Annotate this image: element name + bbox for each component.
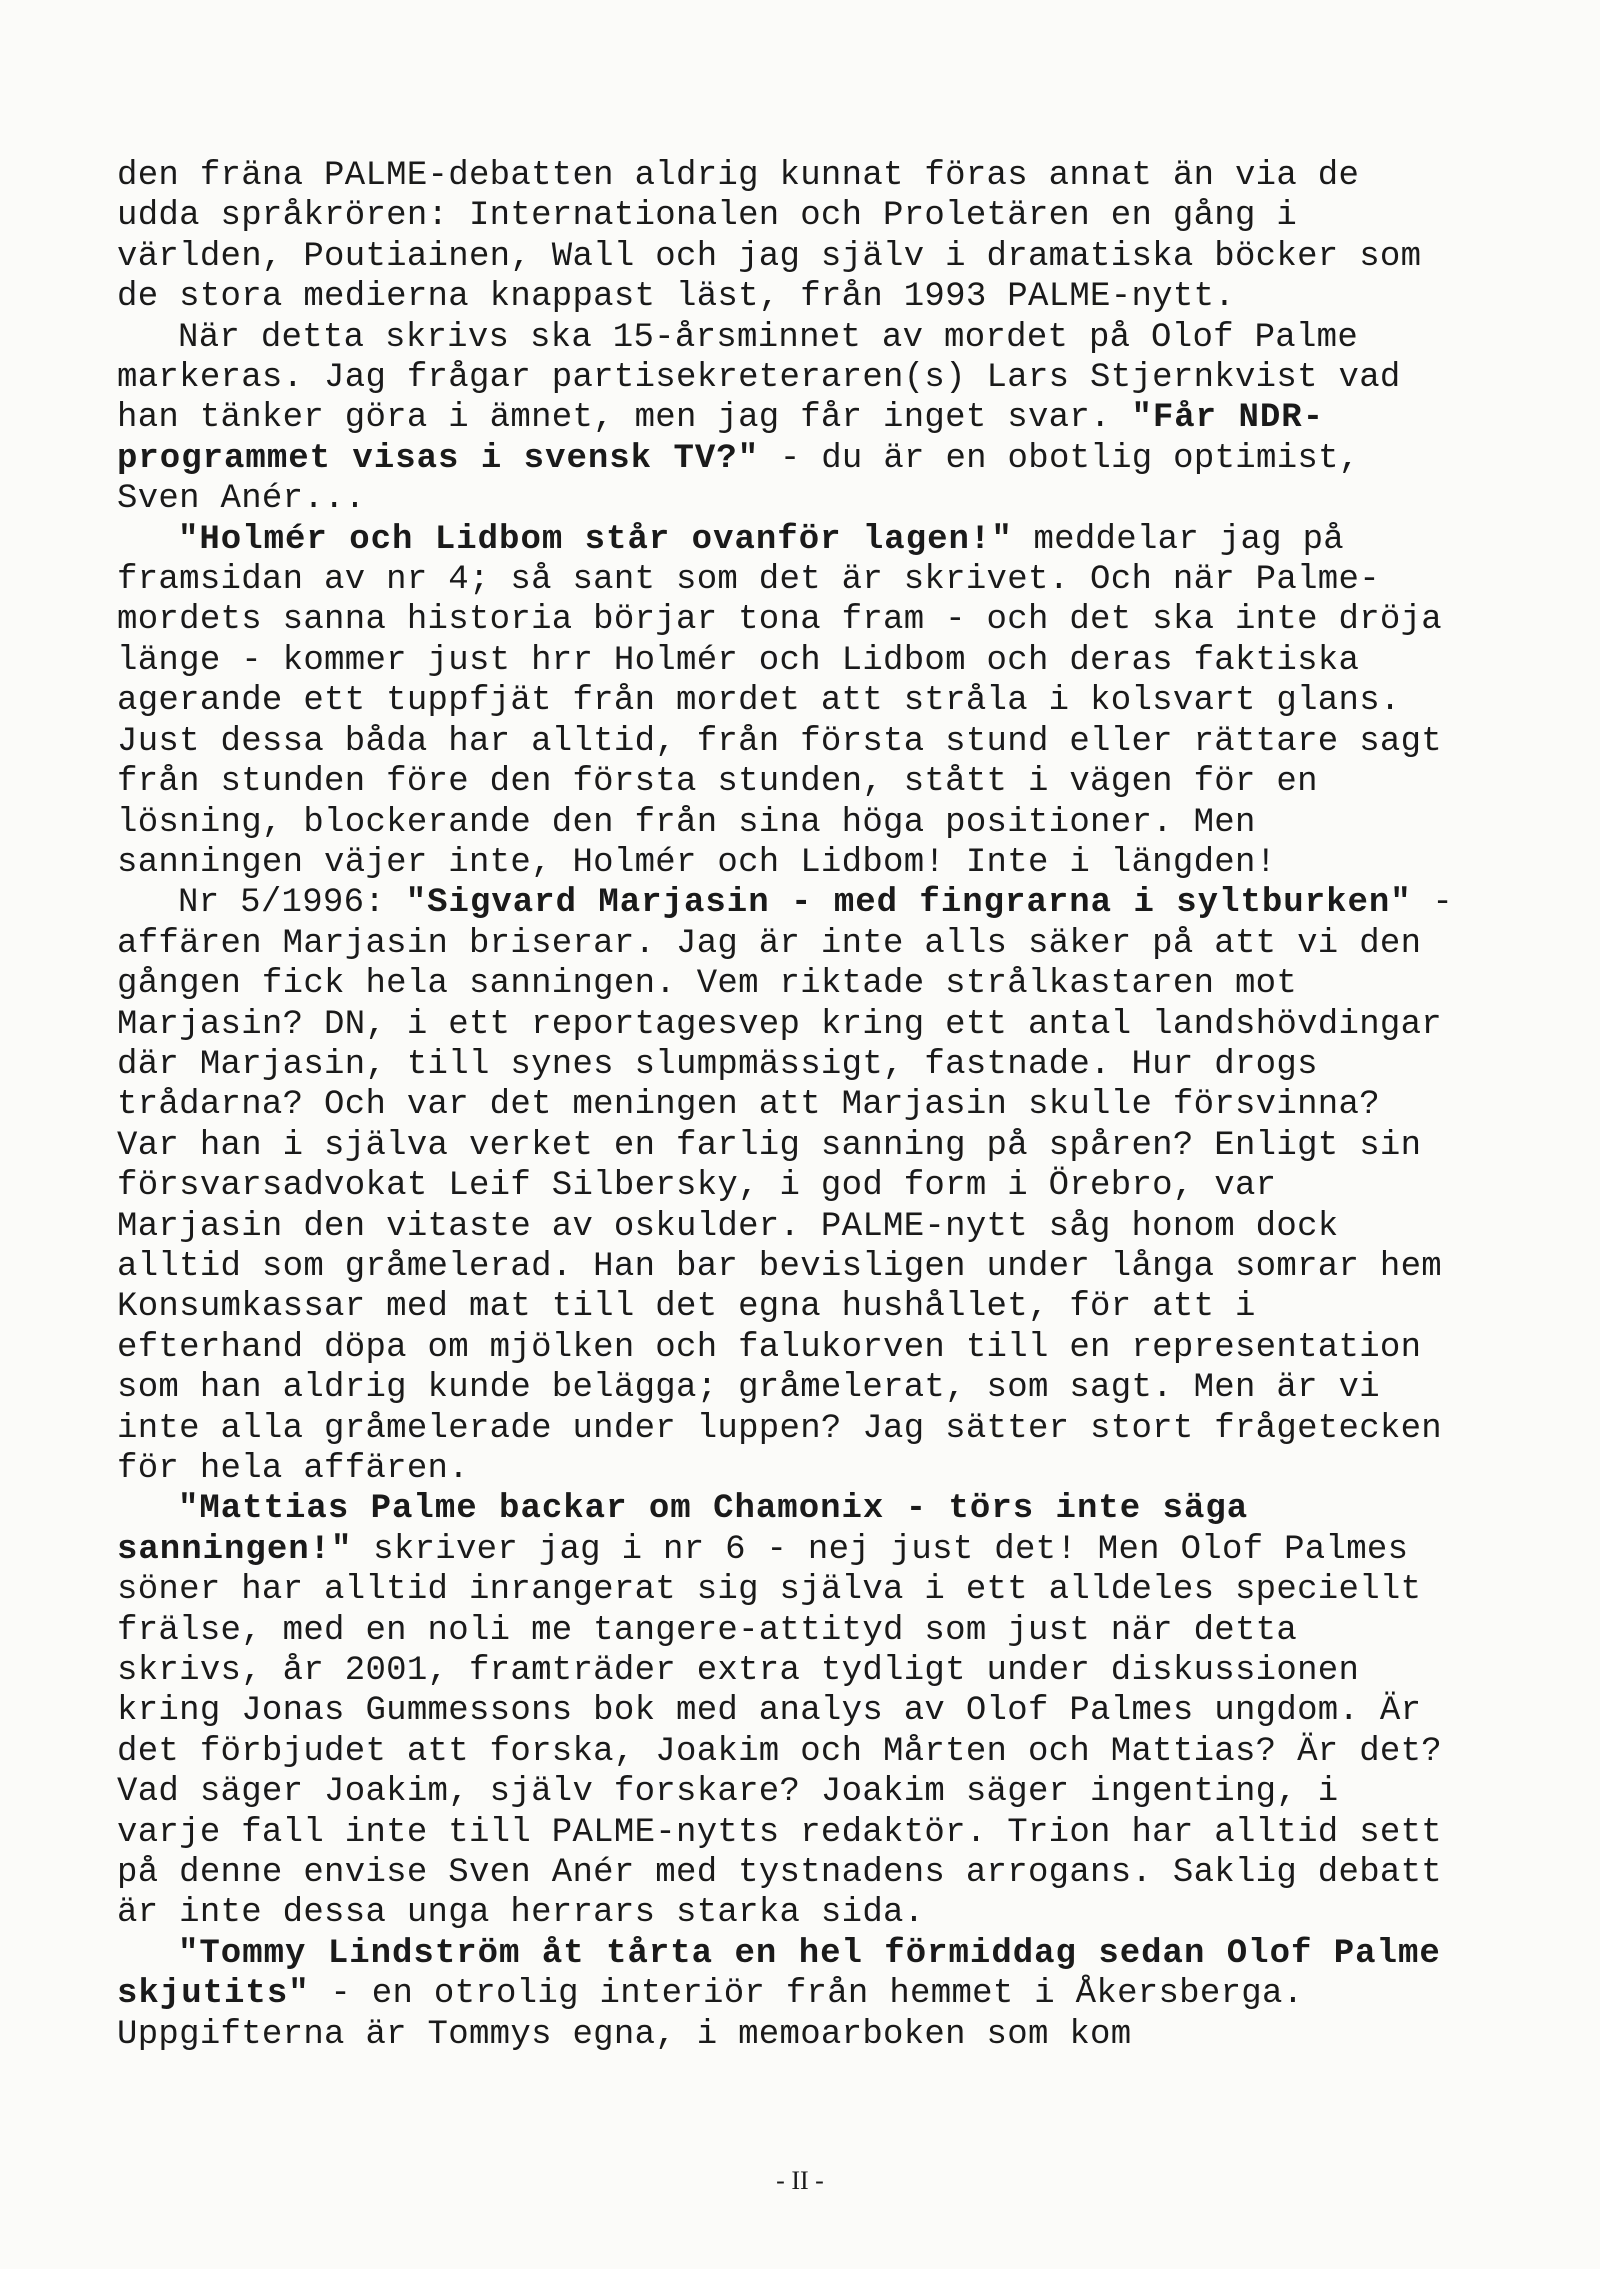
text-run: meddelar jag på framsidan av nr 4; så sant som det är skrivet. Och när Palme-mordets sanna historia börjar tona fram - och det ska inte dröja länge - kommer just hrr Holmér och Lidbom och deras faktiska agerande ett tuppfjät från mordet att stråla i kolsvart glans. Just dessa båda har alltid, från första stund eller rättare sagt från stunden före den första stunden, stått i vägen för en lösning, blockerande den från sina höga positioner. Men sanningen väjer inte, Holmér och Lidbom! Inte i längden! — [117, 520, 1443, 882]
bold-quote: "Tommy Lindström åt tårta en hel förmiddag sedan Olof Palme skjutits" — [117, 1934, 1441, 2014]
text-run: - du är en obotlig optimist, Sven Anér... — [117, 439, 1360, 519]
page-number: - II - — [776, 2166, 824, 2195]
bold-quote: "Får NDR-programmet visas i svensk TV?" — [117, 399, 1325, 478]
paragraph — [117, 318, 1462, 520]
article-body — [117, 156, 1462, 2055]
bold-quote: "Holmér och Lidbom står ovanför lagen!" — [178, 520, 1013, 559]
text-run: - en otrolig interiör från hemmet i Åkersberga. Uppgifterna är Tommys egna, i memoarboken som kom — [117, 1975, 1304, 2054]
text-run: När detta skrivs ska 15-årsminnet av mordet på Olof Palme markeras. Jag frågar partisekreteraren(s) Lars Stjernkvist vad han tänker göra i ämnet, men jag får inget svar. — [117, 318, 1401, 438]
paragraph — [117, 1934, 1462, 2055]
bold-quote: "Sigvard Marjasin - med fingrarna i syltburken" — [405, 884, 1412, 923]
bold-quote: "Mattias Palme backar om Chamonix - törs inte säga sanningen!" — [117, 1490, 1249, 1569]
paragraph — [117, 883, 1462, 1489]
text-run: Nr 5/1996: — [178, 884, 406, 923]
text-run: den fräna PALME-debatten aldrig kunnat föras annat än via de udda språkrören: Internationalen och Proletären en gång i världen, Poutiainen, Wall och jag själv i dramatiska böcker som de stora medierna knappast läst, från 1993 PALME-nytt. — [117, 157, 1422, 317]
paragraph — [117, 520, 1462, 884]
text-run: skriver jag i nr 6 - nej just det! Men Olof Palmes söner har alltid inrangerat sig själva i ett alldeles speciellt frälse, med en noli me tangere-attityd som just när detta skrivs, år 2001, framträder extra tydligt under diskussionen kring Jonas Gummessons bok med analys av Olof Palmes ungdom. Är det förbjudet att forska, Joakim och Mårten och Mattias? Är det? Vad säger Joakim, själv forskare? Joakim säger ingenting, i varje fall inte till PALME-nytts redaktör. Trion har alltid sett på denne envise Sven Anér med tystnadens arrogans. Saklig debatt är inte dessa unga herrars starka sida. — [117, 1530, 1443, 1933]
text-run: - affären Marjasin briserar. Jag är inte alls säker på att vi den gången fick hela sanningen. Vem riktade strålkastaren mot Marjasin? DN, i ett reportagesvep kring ett antal landshövdingar där Marjasin, till synes slumpmässigt, fastnade. Hur drogs trådarna? Och var det meningen att Marjasin skulle försvinna? Var han i själva verket en farlig sanning på spåren? Enligt sin försvarsadvokat Leif Silbersky, i god form i Örebro, var Marjasin den vitaste av oskulder. PALME-nytt såg honom dock alltid som gråmelerad. Han bar bevisligen under långa somrar hem Konsumkassar med mat till det egna hushållet, för att i efterhand döpa om mjölken och falukorven till en representation som han aldrig kunde belägga; gråmelerat, som sagt. Men är vi inte alla gråmelerade under luppen? Jag sätter stort frågetecken för hela affären. — [117, 884, 1454, 1488]
paragraph — [117, 156, 1462, 318]
paragraph — [117, 1489, 1462, 1933]
